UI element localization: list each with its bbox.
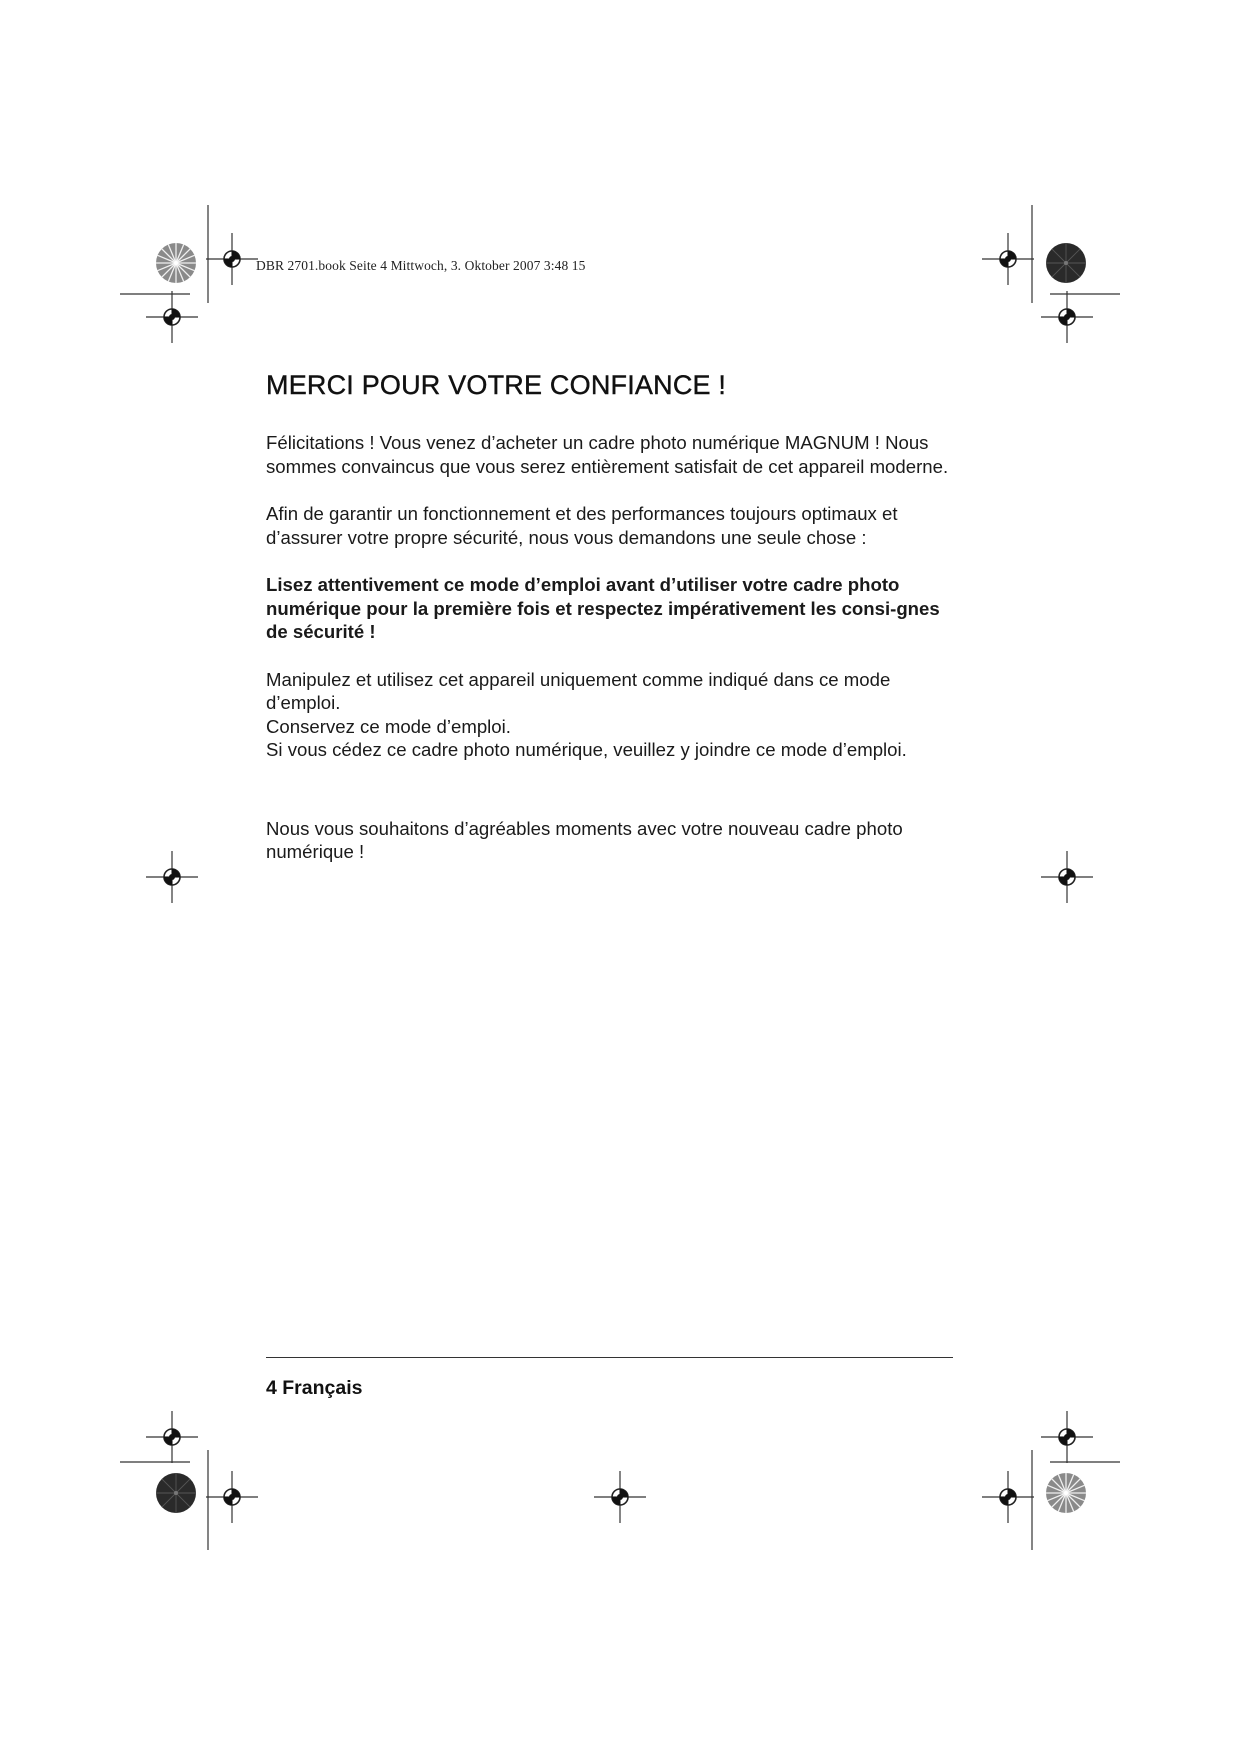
safety-instruction: Lisez attentivement ce mode d’emploi avant d’utiliser votre cadre photo numérique pour la première fois et respectez impérativement les consi-gnes de sécurité ! bbox=[266, 574, 940, 642]
request-paragraph: Afin de garantir un fonctionnement et des performances toujours optimaux et d’assurer votre propre sécurité, nous vous demandons une seule chose : bbox=[266, 503, 898, 548]
handling-line-2: Conservez ce mode d’emploi. bbox=[266, 715, 511, 737]
closing-paragraph: Nous vous souhaitons d’agréables moments avec votre nouveau cadre photo numérique ! bbox=[266, 817, 903, 862]
handling-line-1: Manipulez et utilisez cet appareil uniquement comme indiqué dans ce mode d’emploi. bbox=[266, 668, 891, 713]
intro-paragraph: Félicitations ! Vous venez d’acheter un cadre photo numérique MAGNUM ! Nous sommes convaincus que vous serez entièrement satisfait de cet appareil moderne. bbox=[266, 432, 949, 477]
page-heading: MERCI POUR VOTRE CONFIANCE ! bbox=[266, 370, 727, 400]
print-slug-line: DBR 2701.book Seite 4 Mittwoch, 3. Oktober 2007 3:48 15 bbox=[256, 258, 586, 273]
page-number-language: 4 Français bbox=[266, 1377, 363, 1399]
handling-block bbox=[266, 668, 966, 762]
main-content bbox=[266, 370, 966, 888]
handling-line-3: Si vous cédez ce cadre photo numérique, veuillez y joindre ce mode d’emploi. bbox=[266, 739, 907, 760]
spacer bbox=[266, 762, 966, 817]
footer-rule bbox=[266, 1357, 953, 1358]
